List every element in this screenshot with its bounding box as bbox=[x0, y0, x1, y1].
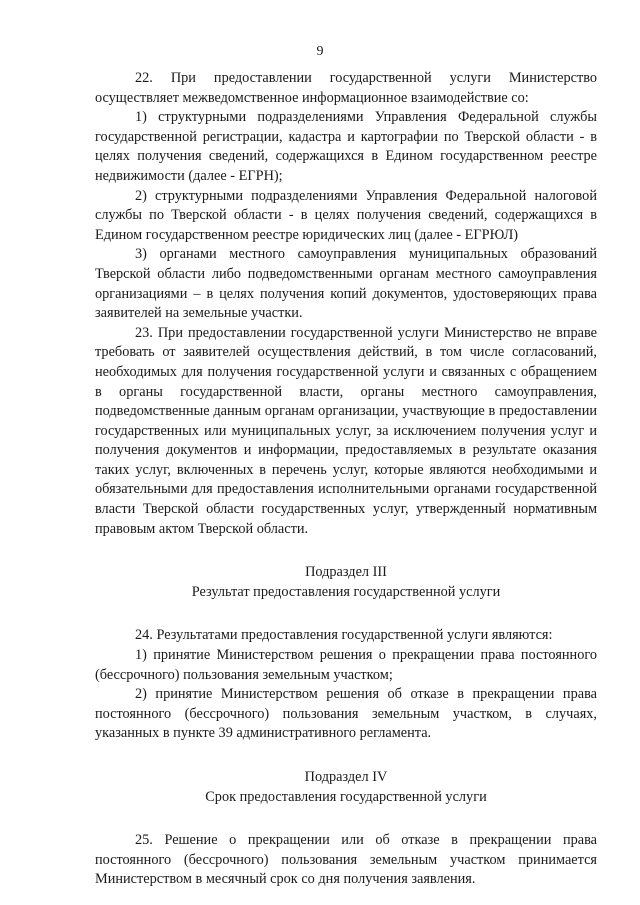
paragraph-22-item-1: 1) структурными подразделениями Управления Федеральной службы государственной регистрации, кадастра и картографии по Тверской области - в целях получения сведений, содержащихся в Едином государственном реестре недвижимости (далее - ЕГРН); bbox=[95, 109, 597, 184]
section-4-number: Подраздел IV bbox=[304, 769, 388, 785]
paragraph-24-item-2: 2) принятие Министерством решения об отказе в прекращении права постоянного (бессрочного) пользования земельным участком, в случаях, указанных в пункте 39 административного регламента. bbox=[95, 686, 597, 742]
document-body bbox=[95, 69, 597, 890]
section-4-title: Срок предоставления государственной услуги bbox=[205, 788, 487, 805]
section-3-title: Результат предоставления государственной услуги bbox=[191, 583, 501, 600]
paragraph-24: 24. Результатами предоставления государственной услуги являются: bbox=[135, 627, 553, 644]
paragraph-22-item-2: 2) структурными подразделениями Управления Федеральной налоговой службы по Тверской области - в целях получения сведений, содержащихся в Едином государственном реестре юридических лиц (далее - ЕГРЮЛ) bbox=[95, 187, 597, 243]
paragraph-24-item-1: 1) принятие Министерством решения о прекращении права постоянного (бессрочного) пользования земельным участком; bbox=[95, 647, 597, 683]
paragraph-23: 23. При предоставлении государственной услуги Министерство не вправе требовать от заявителей осуществления действий, в том числе согласований, необходимых для получения государственной услуги и связанных с обращением в органы государственной власти, органы местного самоуправления, подведомственные данным органам организации, участвующие в предоставлении государственных или муниципальных услуг, за исключением получения услуг и получения документов и информации, предоставляемых в результате оказания таких услуг, включенных в перечень услуг, которые являются необходимыми и обязательными для предоставления исполнительными органами государственной власти Тверской области государственных услуг, утвержденный нормативным правовым актом Тверской области. bbox=[95, 324, 597, 537]
page-number: 9 bbox=[316, 44, 324, 59]
section-3-number: Подраздел III bbox=[305, 564, 387, 581]
paragraph-25: 25. Решение о прекращении или об отказе в прекращении права постоянного (бессрочного) пользования земельным участком принимается Министерством в месячный срок со дня получения заявления. bbox=[95, 832, 597, 888]
paragraph-22-item-3: 3) органами местного самоуправления муниципальных образований Тверской области либо подведомственными органам местного самоуправления организациями – в целях получения копий документов, удостоверяющих права заявителей на земельные участки. bbox=[95, 246, 597, 322]
paragraph-22: 22. При предоставлении государственной услуги Министерство осуществляет межведомственное информационное взаимодействие со: bbox=[95, 70, 597, 106]
